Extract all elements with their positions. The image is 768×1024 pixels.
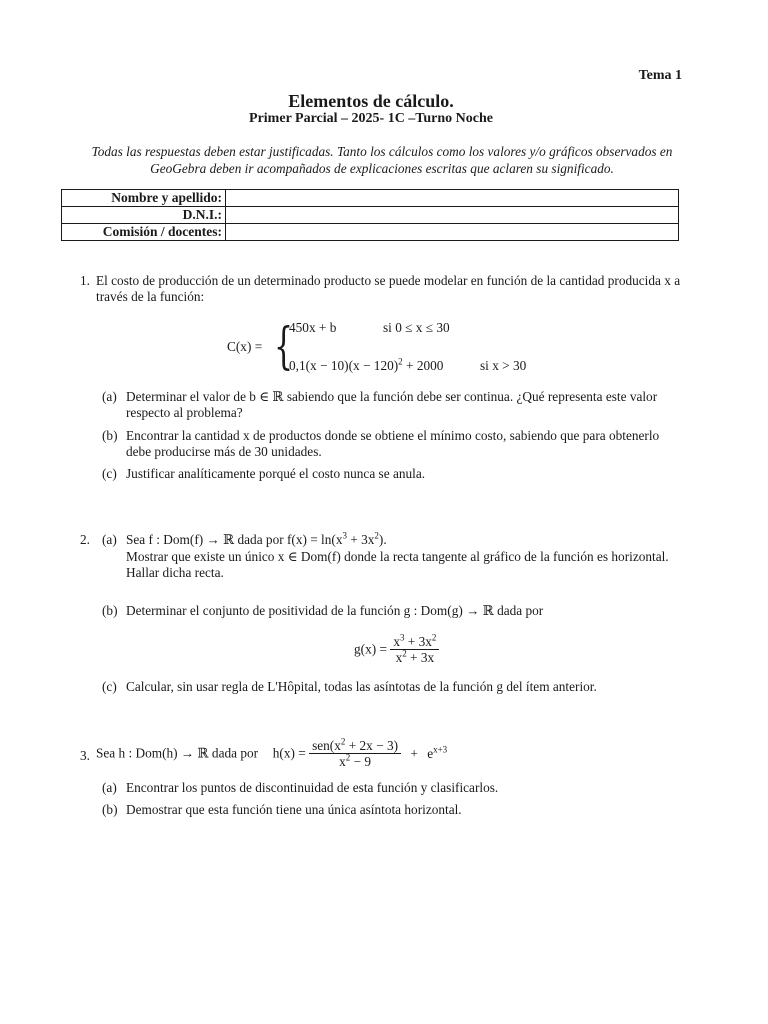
q2a-line1-post: ). xyxy=(378,532,387,547)
exp: 3 xyxy=(399,632,405,643)
h-num-b: + 2x − 3) xyxy=(345,738,399,753)
dni-field[interactable] xyxy=(226,207,679,224)
table-row xyxy=(62,224,679,241)
student-info-table xyxy=(61,189,679,241)
g-den-a: x xyxy=(395,650,403,665)
h-den-b: − 9 xyxy=(350,754,372,769)
exp: 2 xyxy=(340,736,346,747)
q1c-text: Justificar analíticamente porqué el costo nunca se anula. xyxy=(126,466,426,481)
q1-case2-expr: 0,1(x − 10)(x − 120) xyxy=(289,358,399,373)
q1-number: 1. xyxy=(80,273,90,288)
exp: 3 xyxy=(342,530,347,541)
name-label: Nombre y apellido: xyxy=(62,190,226,207)
q2c-label: (c) xyxy=(102,679,117,694)
q1b-text: Encontrar la cantidad x de productos donde se obtiene el mínimo costo, sabiendo que para obtenerlo debe producirse más de 30 unidades. xyxy=(126,428,660,459)
instructions: Todas las respuestas deben estar justificadas. Tanto los cálculos como los valores y/o gráficos observados en GeoGebra deben ir acompañados de explicaciones escritas que aclaren su significado. xyxy=(91,144,673,176)
g-num-b: + 3x xyxy=(404,634,432,649)
q2a-line2: Mostrar que existe un único x ∈ Dom(f) donde la recta tangente al gráfico de la función es horizontal. Hallar dicha recta. xyxy=(126,549,669,580)
h-den-a: x xyxy=(339,754,346,769)
table-row xyxy=(62,207,679,224)
q1c-label: (c) xyxy=(102,466,117,481)
q2-number: 2. xyxy=(80,532,90,547)
exp: 2 xyxy=(431,632,437,643)
comision-label: Comisión / docentes: xyxy=(62,224,226,241)
q1b-label: (b) xyxy=(102,428,118,443)
h-exp-base: e xyxy=(427,745,434,761)
q2a-line1-pre: Sea f : Dom(f) → ℝ dada por f(x) = ln(x xyxy=(126,532,343,547)
g-num-a: x xyxy=(393,634,400,649)
comision-field[interactable] xyxy=(226,224,679,241)
g-numerator xyxy=(390,634,439,650)
q3-statement xyxy=(96,738,447,769)
h-plus: + xyxy=(410,745,418,761)
exp: 2 xyxy=(402,648,407,659)
q3a-text: Encontrar los puntos de discontinuidad de esta función y clasificarlos. xyxy=(126,780,499,795)
q3b-text: Demostrar que esta función tiene una única asíntota horizontal. xyxy=(126,802,462,817)
page-subtitle: Primer Parcial – 2025- 1C –Turno Noche xyxy=(249,111,493,126)
q1-case2-exp: 2 xyxy=(398,356,403,367)
exp: 2 xyxy=(345,752,351,763)
h-numerator xyxy=(309,738,401,754)
q2a-label: (a) xyxy=(102,532,117,547)
g-den-b: + 3x xyxy=(406,650,435,665)
g-denominator xyxy=(390,650,439,665)
q3a-label: (a) xyxy=(102,780,117,795)
name-field[interactable] xyxy=(226,190,679,207)
q1-case1-expr: 450x + b xyxy=(289,320,337,335)
q1-case2 xyxy=(289,358,443,374)
q3-number: 3. xyxy=(80,748,90,763)
q1-case2-cond: si x > 30 xyxy=(480,358,527,373)
h-exp xyxy=(427,746,447,761)
q3-text-pre: Sea h : Dom(h) → ℝ dada por xyxy=(96,745,259,761)
q1-statement: El costo de producción de un determinado producto se puede modelar en función de la cantidad producida x a través de la función: xyxy=(96,273,681,304)
h-denominator xyxy=(309,754,401,769)
q1-brace: { xyxy=(274,317,294,375)
g-fraction xyxy=(390,634,439,665)
dni-label: D.N.I.: xyxy=(62,207,226,224)
q3b-label: (b) xyxy=(102,802,118,817)
q2b-label: (b) xyxy=(102,603,118,618)
exp: 2 xyxy=(374,530,379,541)
h-num-a: sen(x xyxy=(312,738,341,753)
h-exp-pow: x+3 xyxy=(433,744,448,755)
g-formula xyxy=(354,634,439,665)
q2a-line1-mid: + 3x xyxy=(346,532,375,547)
q1a-text: Determinar el valor de b ∈ ℝ sabiendo que la función debe ser continua. ¿Qué representa este valor respecto al problema? xyxy=(126,389,658,420)
q1-case1-cond: si 0 ≤ x ≤ 30 xyxy=(383,320,450,335)
tema-label: Tema 1 xyxy=(638,68,682,83)
page-title: Elementos de cálculo. xyxy=(288,91,454,111)
q1-formula-lhs: C(x) = xyxy=(227,339,263,354)
table-row xyxy=(62,190,679,207)
g-lhs: g(x) = xyxy=(354,641,387,657)
q2a-line1 xyxy=(126,532,686,548)
q2b-text: Determinar el conjunto de positividad de la función g : Dom(g) → ℝ dada por xyxy=(126,603,544,618)
q1-case2-tail: + 2000 xyxy=(402,358,444,373)
h-lhs: h(x) = xyxy=(272,745,306,761)
q2c-text: Calcular, sin usar regla de L'Hôpital, todas las asíntotas de la función g del ítem anterior. xyxy=(126,679,597,694)
q1a-label: (a) xyxy=(102,389,117,404)
h-fraction xyxy=(309,738,401,769)
